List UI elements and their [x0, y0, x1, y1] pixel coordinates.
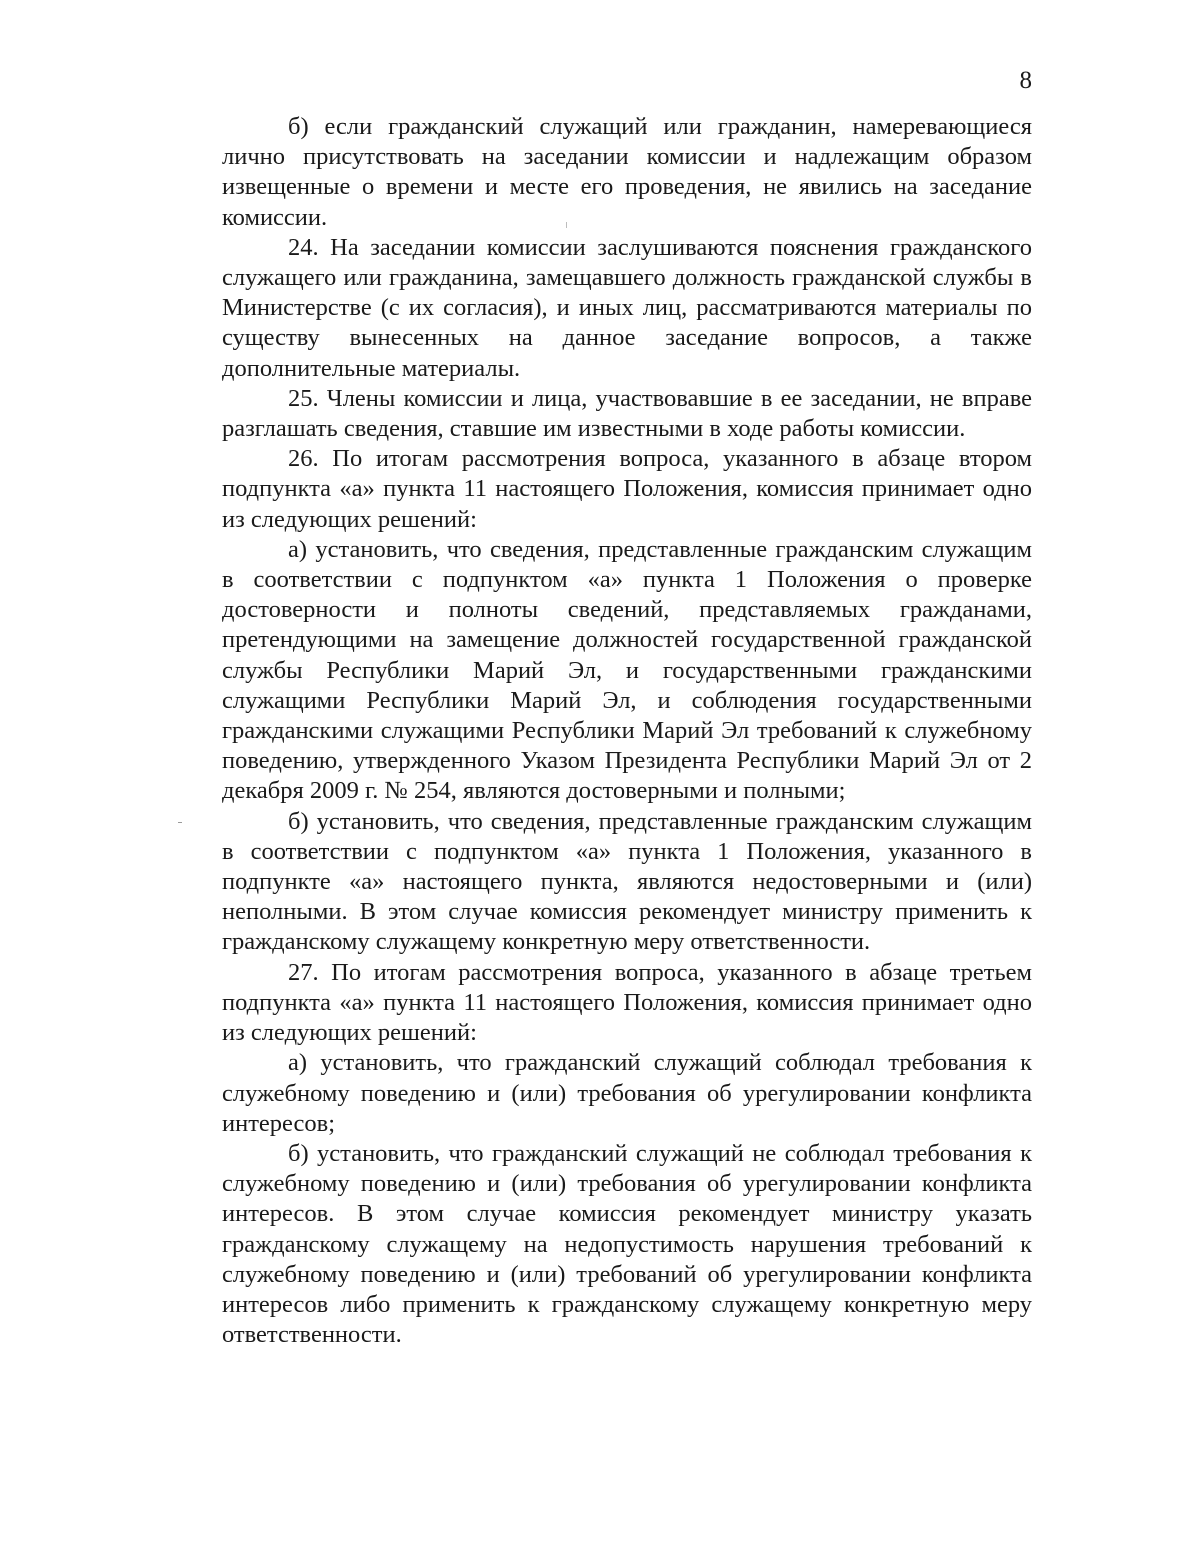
paragraph-25: 25. Члены комиссии и лица, участвовавшие в ее заседании, не вправе разглашать сведения, ставшие им известными в ходе работы комиссии. [222, 384, 1032, 443]
paragraph-27: 27. По итогам рассмотрения вопроса, указанного в абзаце третьем подпункта «а» пункта 11 настоящего Положения, комиссия принимает одно из следующих решений: [222, 958, 1032, 1047]
paragraph-24: 24. На заседании комиссии заслушиваются пояснения гражданского служащего или гражданина, замещавшего должность гражданской службы в Министерстве (с их согласия), и иных лиц, рассматриваются материалы по существу вынесенных на данное заседание вопросов, а также дополнительные материалы. [222, 233, 1032, 382]
paragraph-26b: б) установить, что сведения, представленные гражданским служащим в соответствии с подпунктом «а» пункта 1 Положения, указанного в подпункте «а» настоящего пункта, являются недостоверными и (или) неполными. В этом случае комиссия рекомендует министру применить к гражданскому служащему конкретную меру ответственности. [222, 807, 1032, 956]
page-number: 8 [1019, 67, 1032, 94]
paragraph-27b: б) установить, что гражданский служащий не соблюдал требования к служебному поведению и (или) требования об урегулировании конфликта интересов. В этом случае комиссия рекомендует министру указать гражданскому служащему на недопустимость нарушения требований к служебному поведению и (или) требований об урегулировании конфликта интересов либо применить к гражданскому служащему конкретную меру ответственности. [222, 1139, 1032, 1349]
paragraph-27a: а) установить, что гражданский служащий соблюдал требования к служебному поведению и (или) требования об урегулировании конфликта интересов; [222, 1049, 1032, 1137]
paragraph-26a: а) установить, что сведения, представленные гражданским служащим в соответствии с подпунктом «а» пункта 1 Положения о проверке достоверности и полноты сведений, представляемых гражданами, претендующими на замещение должностей государственной гражданской службы Республики Марий Эл, и государственными гражданскими служащими Республики Марий Эл, и соблюдения государственными гражданскими служащими Республики Марий Эл требований к служебному поведению, утвержденного Указом Президента Республики Марий Эл от 2 декабря 2009 г. № 254, являются достоверными и полными; [222, 535, 1032, 805]
paragraph-23b: б) если гражданский служащий или гражданин, намеревающиеся лично присутствовать на заседании комиссии и надлежащим образом извещенные о времени и месте его проведения, не явились на заседание комиссии. [222, 113, 1032, 231]
paragraph-26: 26. По итогам рассмотрения вопроса, указанного в абзаце втором подпункта «а» пункта 11 настоящего Положения, комиссия принимает одно из следующих решений: [222, 445, 1032, 533]
margin-mark [178, 822, 182, 823]
document-body [222, 112, 1032, 1350]
